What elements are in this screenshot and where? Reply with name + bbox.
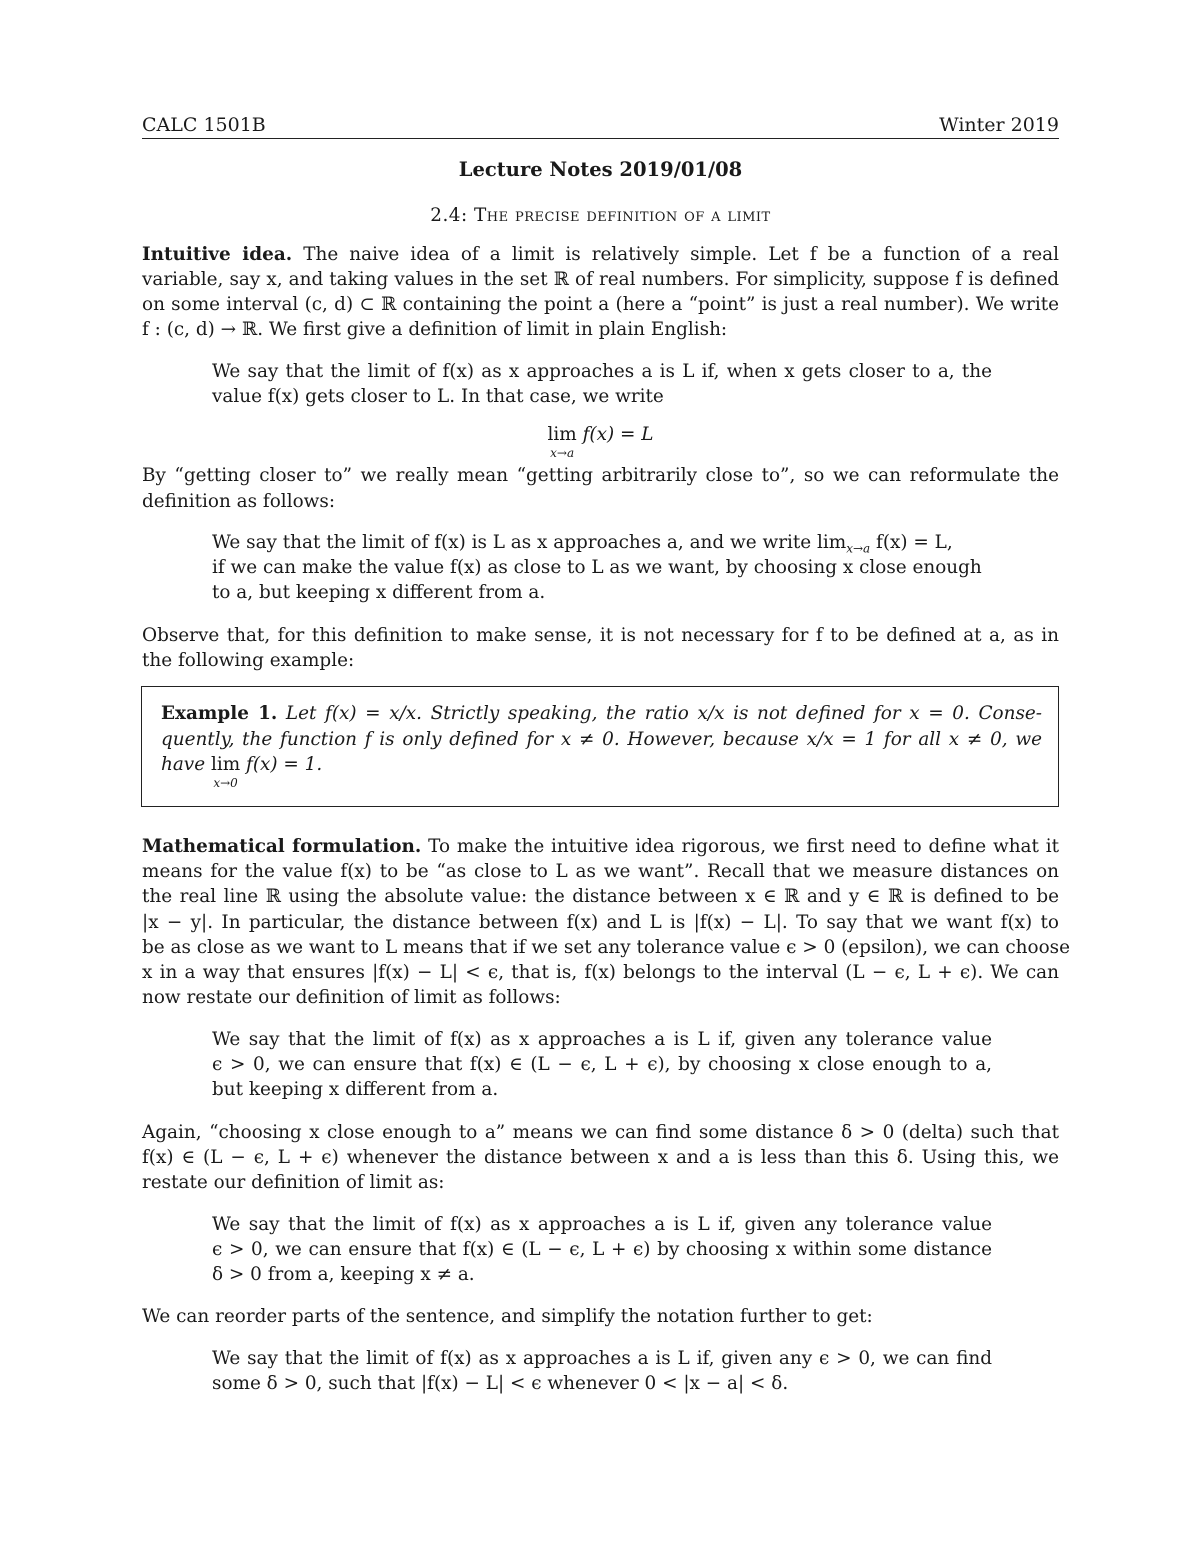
- para3-line-2: the following example:: [142, 650, 355, 671]
- math-line-4: |x − y|. In particular, the distance between f(x) and L is |f(x) − L|. To say that we want f(x) to: [142, 912, 1059, 933]
- intuitive-line-1: Intuitive idea. The naive idea of a limit is relatively simple. Let f be a function of a real: [142, 244, 1059, 265]
- para2-line-2: definition as follows:: [142, 491, 336, 512]
- intuitive-heading: Intuitive idea.: [142, 244, 293, 265]
- para4-line-3: restate our definition of limit as:: [142, 1172, 445, 1193]
- def1-line-2: value f(x) gets closer to L. In that case, we write: [212, 386, 664, 407]
- header-rule: [142, 138, 1059, 139]
- math-line-2: means for the value f(x) to be “as close to L as we want”. Recall that we measure distances on: [142, 861, 1059, 882]
- math-line-5: be as close as we want to L means that if we set any tolerance value ϵ > 0 (epsilon), we can choose: [142, 937, 1070, 958]
- page-header: [142, 114, 1059, 136]
- example-line-2: quently, the function f is only defined for x ≠ 0. However, because x/x = 1 for all x ≠ 0, we: [161, 729, 1042, 750]
- para3-line-1: Observe that, for this definition to make sense, it is not necessary for f to be defined at a, as in: [142, 625, 1059, 646]
- para5-line-1: We can reorder parts of the sentence, and simplify the notation further to get:: [142, 1306, 873, 1327]
- section-heading: 2.4: The precise definition of a limit: [430, 205, 771, 226]
- def2-line-2: if we can make the value f(x) as close to L as we want, by choosing x close enough: [212, 557, 982, 578]
- page-title: Lecture Notes 2019/01/08: [458, 158, 743, 181]
- def2-line-3: to a, but keeping x different from a.: [212, 582, 546, 603]
- def3-line-1: We say that the limit of f(x) as x approaches a is L if, given any tolerance value: [212, 1029, 992, 1050]
- intuitive-line-4: f : (c, d) → ℝ. We first give a definition of limit in plain English:: [142, 319, 728, 340]
- para4-line-2: f(x) ∈ (L − ϵ, L + ϵ) whenever the distance between x and a is less than this δ. Using this, we: [142, 1147, 1059, 1168]
- example-label: Example 1.: [161, 703, 278, 724]
- para4-line-1: Again, “choosing x close enough to a” means we can find some distance δ > 0 (delta) such that: [142, 1122, 1059, 1143]
- def1-line-1: We say that the limit of f(x) as x approaches a is L if, when x gets closer to a, the: [212, 361, 992, 382]
- def4-line-1: We say that the limit of f(x) as x approaches a is L if, given any tolerance value: [212, 1214, 992, 1235]
- example-line-3: have lim x→0 f(x) = 1.: [161, 754, 323, 790]
- term: Winter 2019: [939, 114, 1059, 136]
- intuitive-line-2: variable, say x, and taking values in the set ℝ of real numbers. For simplicity, suppose f is defined: [142, 269, 1059, 290]
- def4-line-2: ϵ > 0, we can ensure that f(x) ∈ (L − ϵ, L + ϵ) by choosing x within some distance: [212, 1239, 992, 1260]
- math-line-1: Mathematical formulation. To make the intuitive idea rigorous, we first need to define what it: [142, 836, 1059, 857]
- def5-line-2: some δ > 0, such that |f(x) − L| < ϵ whenever 0 < |x − a| < δ.: [212, 1373, 789, 1394]
- def3-line-3: but keeping x different from a.: [212, 1079, 499, 1100]
- math-line-3: the real line ℝ using the absolute value: the distance between x ∈ ℝ and y ∈ ℝ is defined to be: [142, 886, 1059, 907]
- def4-line-3: δ > 0 from a, keeping x ≠ a.: [212, 1264, 475, 1285]
- def3-line-2: ϵ > 0, we can ensure that f(x) ∈ (L − ϵ, L + ϵ), by choosing x close enough to a,: [212, 1054, 992, 1075]
- example-line-1: Example 1. Let f(x) = x/x. Strictly speaking, the ratio x/x is not defined for x = 0. Conse-: [161, 703, 1042, 724]
- course-code: CALC 1501B: [142, 114, 266, 136]
- def1-formula: lim x→a f(x) = L: [547, 424, 654, 460]
- math-line-6: x in a way that ensures |f(x) − L| < ϵ, that is, f(x) belongs to the interval (L − ϵ, L + ϵ). We can: [142, 962, 1059, 983]
- def2-line-1: We say that the limit of f(x) is L as x approaches a, and we write $\lim_{x\to a} f(x) = L$,: [212, 532, 953, 556]
- math-heading: Mathematical formulation.: [142, 836, 422, 857]
- math-line-7: now restate our definition of limit as follows:: [142, 987, 561, 1008]
- limit-operator: lim x→a: [547, 424, 577, 460]
- example-limit-operator: lim x→0: [210, 754, 241, 790]
- para2-line-1: By “getting closer to” we really mean “getting arbitrarily close to”, so we can reformulate the: [142, 465, 1059, 486]
- intuitive-line-3: on some interval (c, d) ⊂ ℝ containing the point a (here a “point” is just a real number). We write: [142, 294, 1059, 315]
- def5-line-1: We say that the limit of f(x) as x approaches a is L if, given any ϵ > 0, we can find: [212, 1348, 992, 1369]
